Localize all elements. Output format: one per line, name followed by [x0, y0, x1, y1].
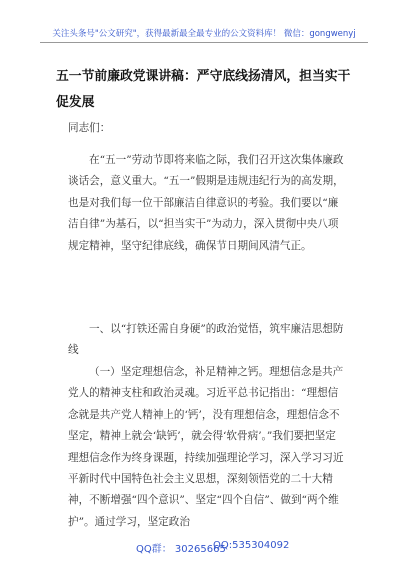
document-title: 五一节前廉政党课讲稿：严守底线扬清风，担当实干促发展 [56, 69, 351, 110]
qq-group-label: QQ群： 30265665 [136, 544, 226, 555]
section-heading-1 [68, 319, 344, 362]
salutation [68, 118, 344, 139]
paragraph-ideals-text: （一）坚定理想信念，补足精神之钙。理想信念是共产党人的精神支柱和政治灵魂。习近平总书记指出：“理想信念就是共产党人精神上的‘钙’，没有理想信念，理想信念不坚定，精神上就会‘缺钙’，就会得‘软骨病’。”我们要把坚定理想信念作为终身课题，持续加强理论学习，深入学习习近平新时代中国特色社会主义思想，深刻领悟党的二十大精神，不断增强“四个意识”、坚定“四个自信”、做到“两个维护”。通过学习，坚定政治 [68, 366, 344, 528]
paragraph-ideals [68, 362, 344, 533]
promo-header: 关注头条号"公文研究"，获得最新最全最专业的公文资料库！ 微信：gongwenyj [52, 29, 356, 39]
header-divider [40, 42, 368, 43]
paragraph-intro [68, 150, 344, 257]
salutation-text: 同志们： [68, 122, 111, 134]
section-heading-1-text: 一、以“打铁还需自身硬”的政治觉悟，筑牢廉洁思想防线 [68, 323, 344, 357]
qq-number-label: QQ:535304092 [213, 540, 290, 551]
paragraph-intro-text: 在“五一”劳动节即将来临之际，我们召开这次集体廉政谈话会，意义重大。“五一”假期是违规违纪行为的高发期，也是对我们每一位干部廉洁自律意识的考验。我们要以“廉洁自律”为基石，以“担当实干”为动力，深入贯彻中央八项规定精神，坚守纪律底线，确保节日期间风清气正。 [68, 154, 344, 252]
